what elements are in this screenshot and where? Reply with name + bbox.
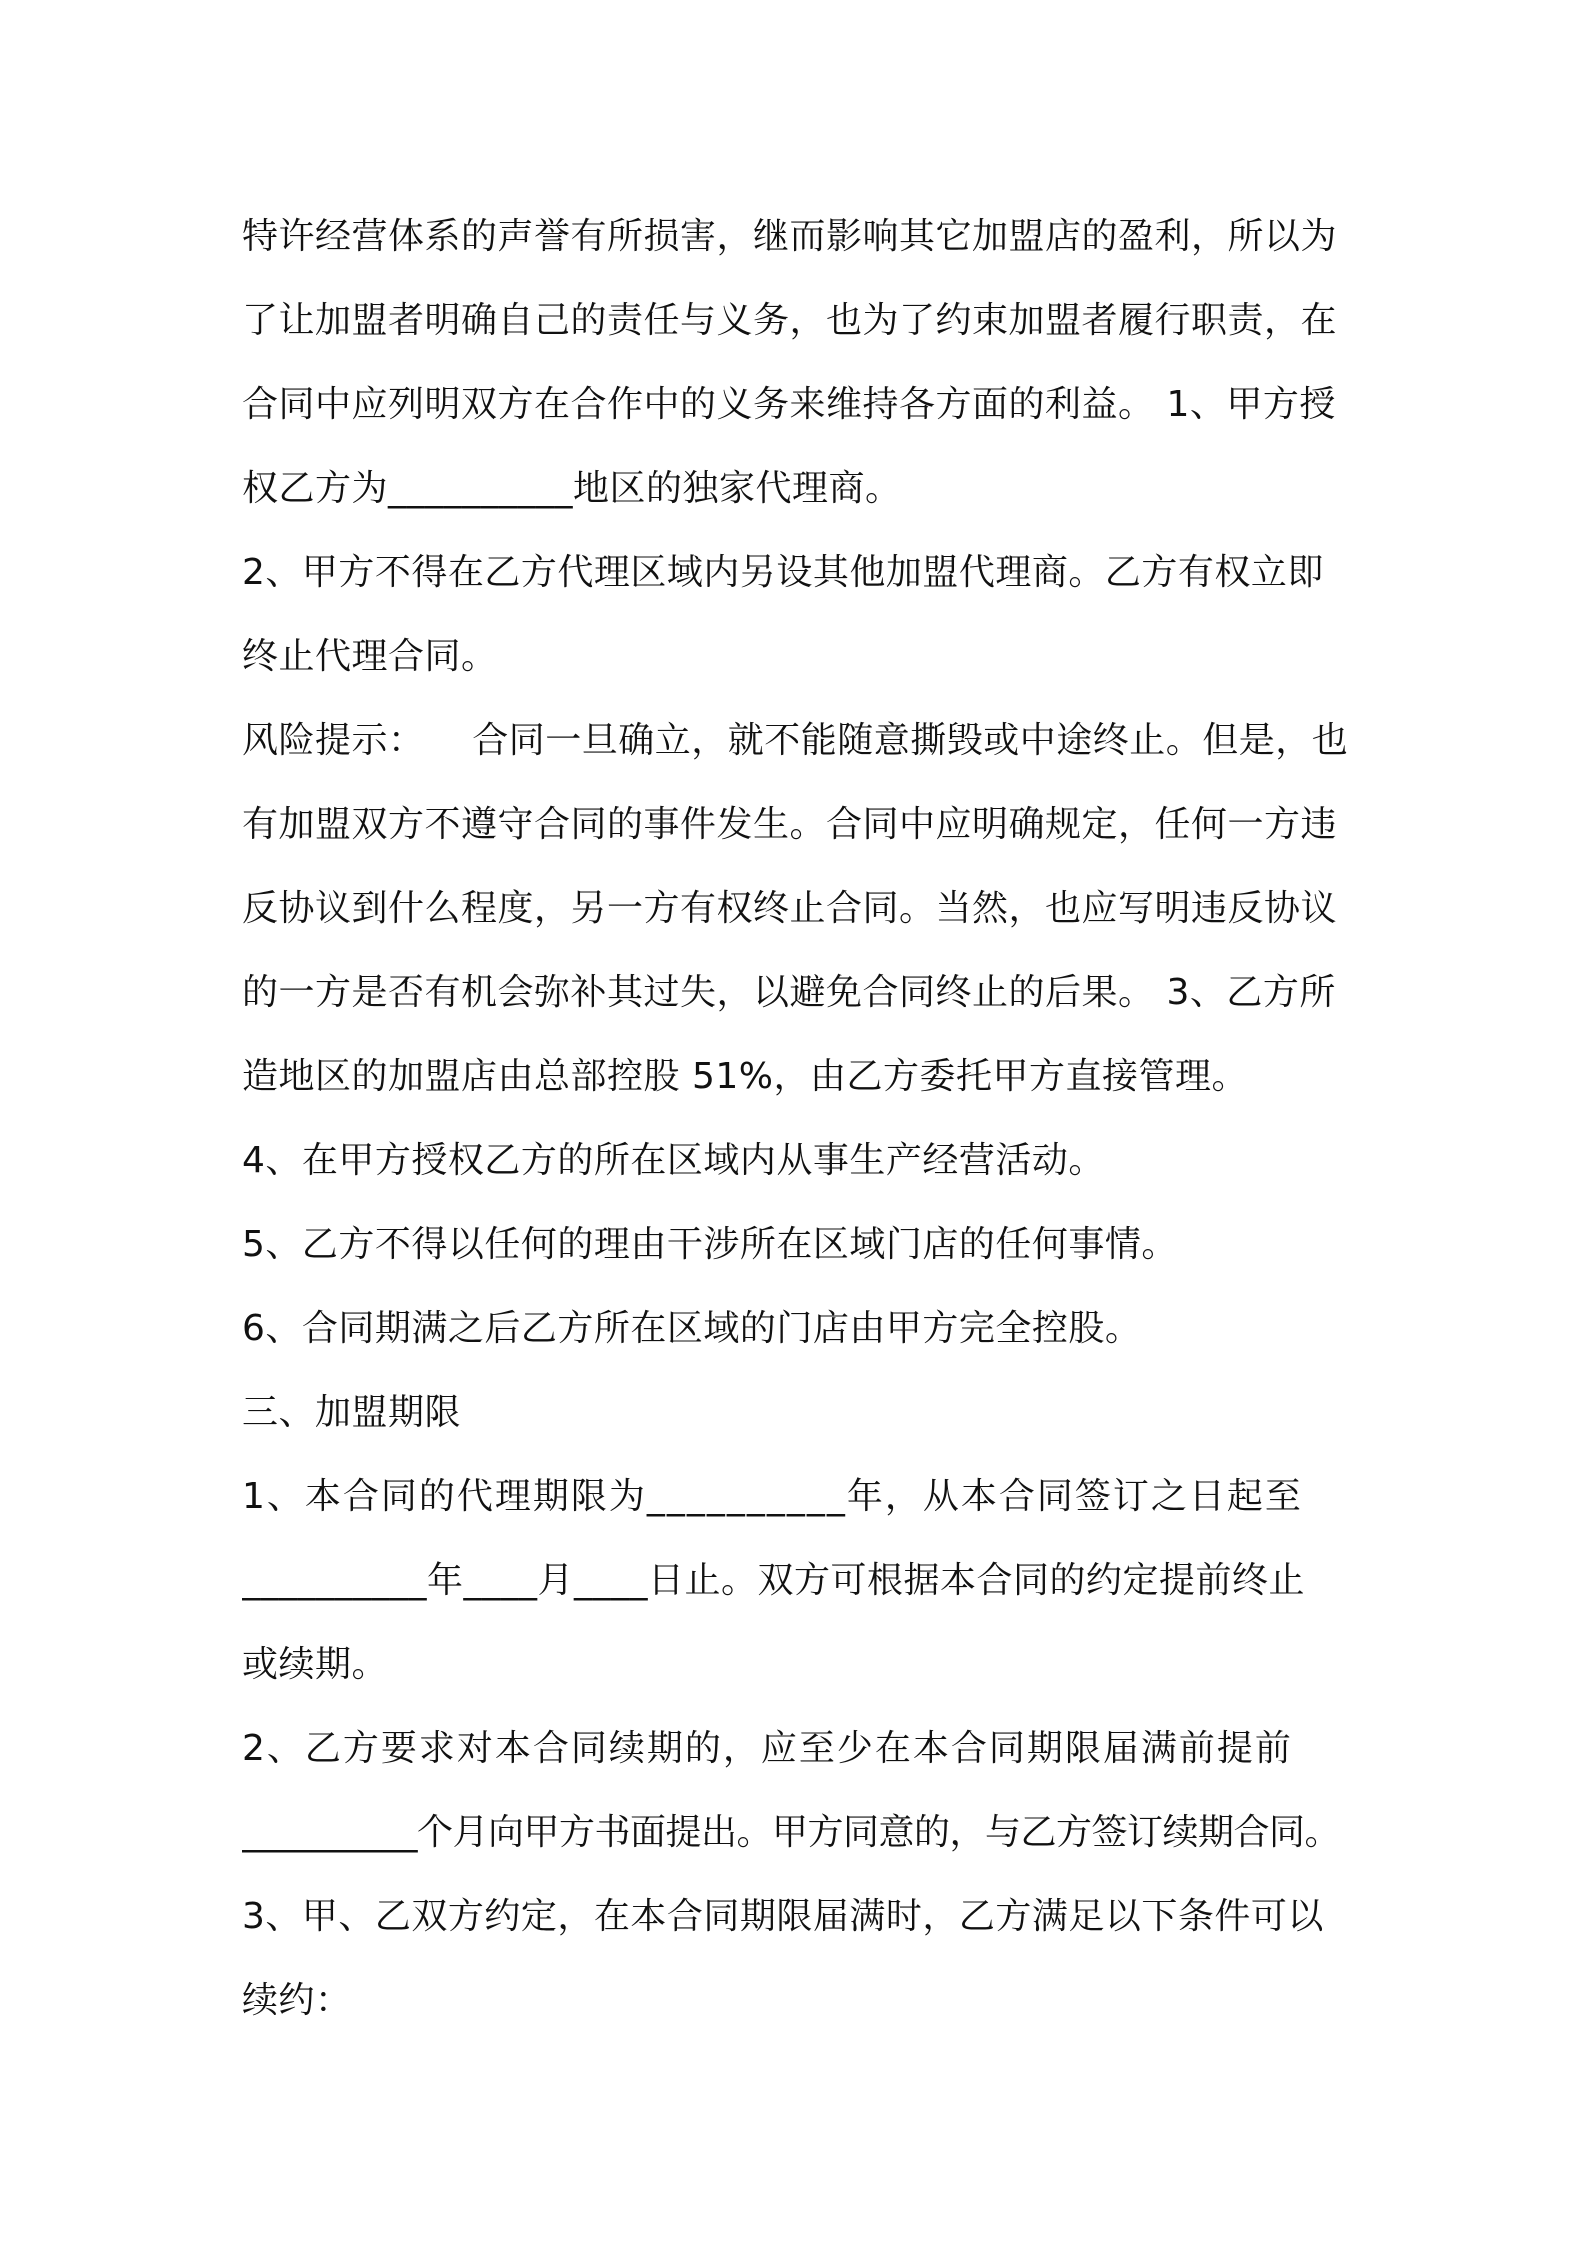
text-line-8: 有加盟双方不遵守合同的事件发生。合同中应明确规定，任何一方违: [242, 804, 1338, 845]
section-heading: 三、加盟期限: [242, 1392, 462, 1433]
text-line-17: __________年____月____日止。双方可根据本合同的约定提前终止: [242, 1560, 1306, 1601]
text-line-11: 造地区的加盟店由总部控股 51%，由乙方委托甲方直接管理。: [242, 1056, 1248, 1097]
text-line-3: 合同中应列明双方在合作中的义务来维持各方面的利益。 1、甲方授: [242, 384, 1336, 425]
text-line-13: 5、乙方不得以任何的理由干涉所在区域门店的任何事情。: [242, 1224, 1178, 1265]
text-line-1: 特许经营体系的声誉有所损害，继而影响其它加盟店的盈利，所以为: [242, 216, 1338, 257]
text-line-2: 了让加盟者明确自己的责任与义务，也为了约束加盟者履行职责，在: [242, 300, 1338, 341]
text-line-20: __________个月向甲方书面提出。甲方同意的，与乙方签订续期合同。: [242, 1812, 1341, 1853]
text-line-9: 反协议到什么程度，另一方有权终止合同。当然，也应写明违反协议: [242, 888, 1338, 929]
text-line-21: 3、甲、乙双方约定，在本合同期限届满时，乙方满足以下条件可以: [242, 1896, 1324, 1937]
document-page: [242, 195, 1358, 2043]
text-line-19: 2、乙方要求对本合同续期的，应至少在本合同期限届满前提前: [242, 1728, 1293, 1769]
text-line-10: 的一方是否有机会弥补其过失，以避免合同终止的后果。 3、乙方所: [242, 972, 1336, 1013]
text-line-16: 1、本合同的代理期限为__________年，从本合同签订之日起至: [242, 1476, 1303, 1517]
text-line-4: 权乙方为__________地区的独家代理商。: [242, 468, 902, 509]
text-line-5: 2、甲方不得在乙方代理区域内另设其他加盟代理商。乙方有权立即: [242, 552, 1324, 593]
text-line-18: 或续期。: [242, 1644, 389, 1685]
text-line-22: 续约：: [242, 1980, 352, 2021]
text-line-12: 4、在甲方授权乙方的所在区域内从事生产经营活动。: [242, 1140, 1105, 1181]
text-line-14: 6、合同期满之后乙方所在区域的门店由甲方完全控股。: [242, 1308, 1142, 1349]
text-line-7: 风险提示： 合同一旦确立，就不能随意撕毁或中途终止。但是，也: [242, 720, 1349, 761]
text-line-6: 终止代理合同。: [242, 636, 498, 677]
